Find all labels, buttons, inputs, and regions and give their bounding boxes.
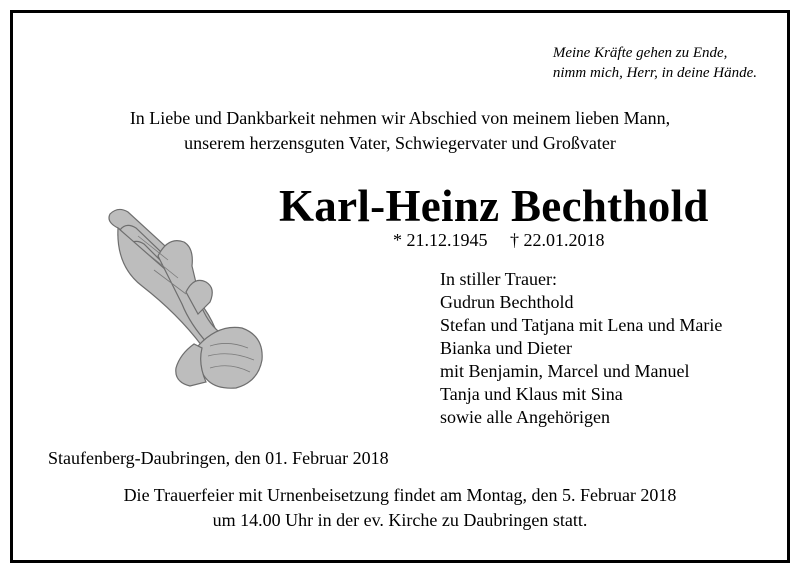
intro-text [13, 106, 787, 156]
obituary-notice [10, 10, 790, 563]
birth-date: * 21.12.1945 [393, 230, 488, 250]
mourners-list [440, 268, 722, 429]
deceased-name: Karl-Heinz Bechthold [279, 181, 709, 231]
motto-line: nimm mich, Herr, in deine Hände. [552, 65, 757, 81]
service-info [13, 483, 787, 533]
place-and-date: Staufenberg-Daubringen, den 01. Februar 2018 [48, 448, 389, 468]
death-date: † 22.01.2018 [510, 230, 605, 250]
praying-hands-icon [98, 196, 268, 396]
mourner-line: Stefan und Tatjana mit Lena und Marie [440, 315, 723, 335]
mourner-line: Bianka und Dieter [440, 338, 572, 358]
mourner-line: mit Benjamin, Marcel und Manuel [440, 361, 690, 381]
intro-line: In Liebe und Dankbarkeit nehmen wir Abschied von meinem lieben Mann, [129, 108, 671, 128]
mourner-line: Tanja und Klaus mit Sina [440, 384, 623, 404]
motto-quote [553, 43, 757, 83]
mourner-line: sowie alle Angehörigen [440, 407, 610, 427]
life-dates [393, 228, 605, 252]
service-line: Die Trauerfeier mit Urnenbeisetzung findet am Montag, den 5. Februar 2018 [123, 485, 677, 505]
mourners-heading: In stiller Trauer: [440, 269, 557, 289]
intro-line: unserem herzensguten Vater, Schwiegervater und Großvater [184, 133, 616, 153]
service-line: um 14.00 Uhr in der ev. Kirche zu Daubringen statt. [212, 510, 588, 530]
mourner-line: Gudrun Bechthold [440, 292, 574, 312]
motto-line: Meine Kräfte gehen zu Ende, [552, 45, 728, 61]
